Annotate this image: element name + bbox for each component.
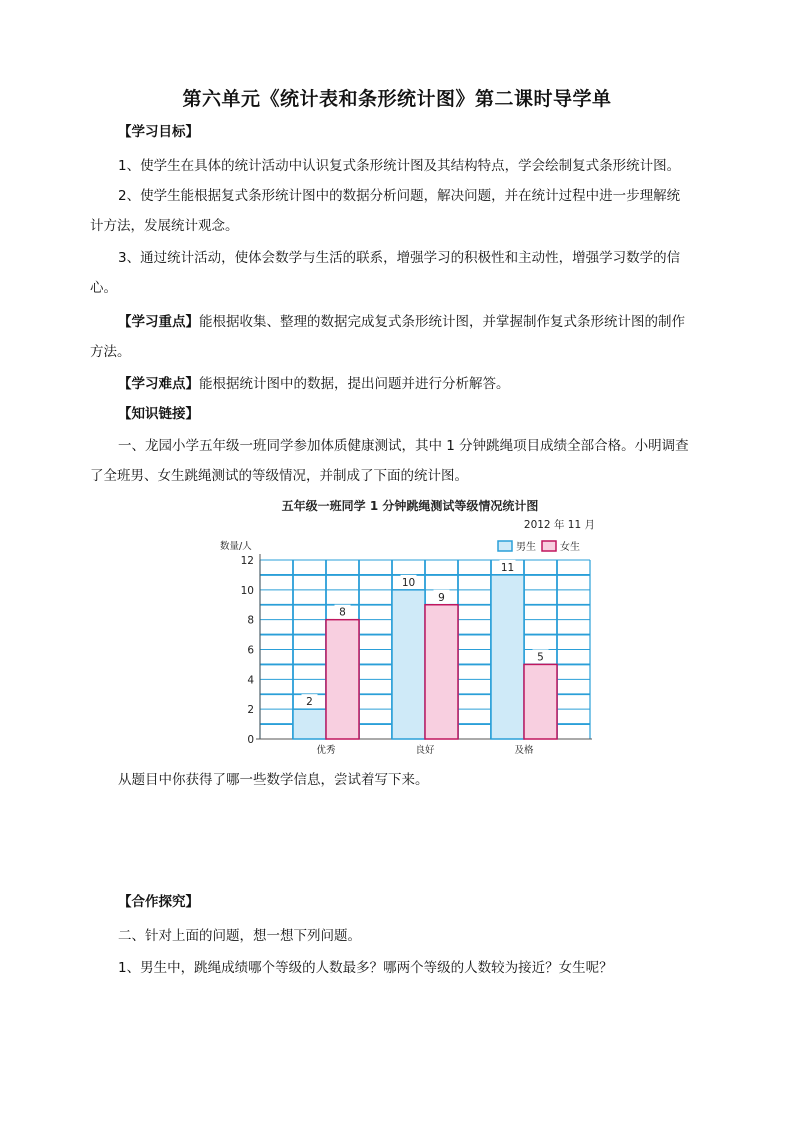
bar-value-label: 10	[401, 576, 416, 589]
goal-1: 1、使学生在具体的统计活动中认识复式条形统计图及其结构特点，学会绘制复式条形统计图。	[118, 158, 681, 174]
bar-优秀-女生	[326, 620, 359, 739]
link-heading: 【知识链接】	[118, 406, 199, 422]
y-axis-label: 数量/人	[220, 541, 252, 552]
bar-良好-女生	[425, 605, 458, 739]
chart-title: 五年级一班同学 1 分钟跳绳测试等级情况统计图	[281, 499, 539, 513]
y-tick-label: 4	[247, 674, 254, 687]
page-title: 第六单元《统计表和条形统计图》第二课时导学单	[182, 88, 612, 110]
y-tick-label: 8	[247, 614, 254, 627]
y-tick-label: 2	[247, 704, 254, 717]
difficulty-line	[118, 374, 510, 394]
cooperation-text: 二、针对上面的问题，想一想下列问题。	[118, 928, 361, 944]
goals-heading: 【学习目标】	[118, 124, 199, 140]
bar-及格-女生	[524, 664, 557, 739]
bar-及格-男生	[491, 575, 524, 739]
key-points-heading: 【学习重点】	[118, 314, 199, 330]
link-text-line-2: 了全班男、女生跳绳测试的等级情况，并制成了下面的统计图。	[90, 468, 468, 484]
goal-2-line-1: 2、使学生能根据复式条形统计图中的数据分析问题，解决问题，并在统计过程中进一步理解统	[118, 188, 681, 204]
y-tick-label: 12	[240, 555, 254, 567]
bar-chart	[200, 494, 600, 764]
link-text-line-1: 一、龙园小学五年级一班同学参加体质健康测试，其中 1 分钟跳绳项目成绩全部合格。小明调查	[118, 438, 689, 454]
bar-value-label: 9	[438, 591, 445, 604]
bar-优秀-男生	[293, 709, 326, 739]
bar-value-label: 5	[537, 651, 544, 664]
bar-value-label: 8	[339, 606, 346, 619]
cooperation-question-1: 1、男生中，跳绳成绩哪个等级的人数最多？哪两个等级的人数较为接近？女生呢？	[118, 960, 613, 976]
difficulty-text: 能根据统计图中的数据，提出问题并进行分析解答。	[199, 376, 510, 392]
question-text: 从题目中你获得了哪一些数学信息，尝试着写下来。	[118, 772, 429, 788]
x-tick-label: 及格	[514, 745, 534, 756]
goal-3-line-2: 心。	[90, 280, 117, 296]
key-points-line-2: 方法。	[90, 344, 131, 360]
bar-良好-男生	[392, 590, 425, 739]
difficulty-heading: 【学习难点】	[118, 376, 199, 392]
x-tick-label: 良好	[415, 745, 435, 756]
bar-value-label: 2	[306, 696, 313, 709]
legend-swatch-1	[542, 541, 556, 551]
key-points-line-1	[118, 312, 685, 332]
x-tick-label: 优秀	[316, 745, 336, 756]
key-points-text: 能根据收集、整理的数据完成复式条形统计图，并掌握制作复式条形统计图的制作	[199, 314, 685, 330]
y-tick-label: 10	[240, 584, 254, 597]
bar-value-label: 11	[500, 561, 515, 574]
legend-label-1: 女生	[560, 542, 580, 553]
cooperation-heading: 【合作探究】	[118, 894, 199, 910]
chart-subtitle: 2012 年 11 月	[523, 519, 595, 531]
goal-3-line-1: 3、通过统计活动，使体会数学与生活的联系，增强学习的积极性和主动性，增强学习数学的信	[118, 250, 681, 266]
legend-label-0: 男生	[516, 542, 536, 553]
legend-swatch-0	[498, 541, 512, 551]
goal-2-line-2: 计方法，发展统计观念。	[90, 218, 239, 234]
y-tick-label: 6	[247, 644, 254, 657]
y-tick-label: 0	[247, 734, 254, 746]
